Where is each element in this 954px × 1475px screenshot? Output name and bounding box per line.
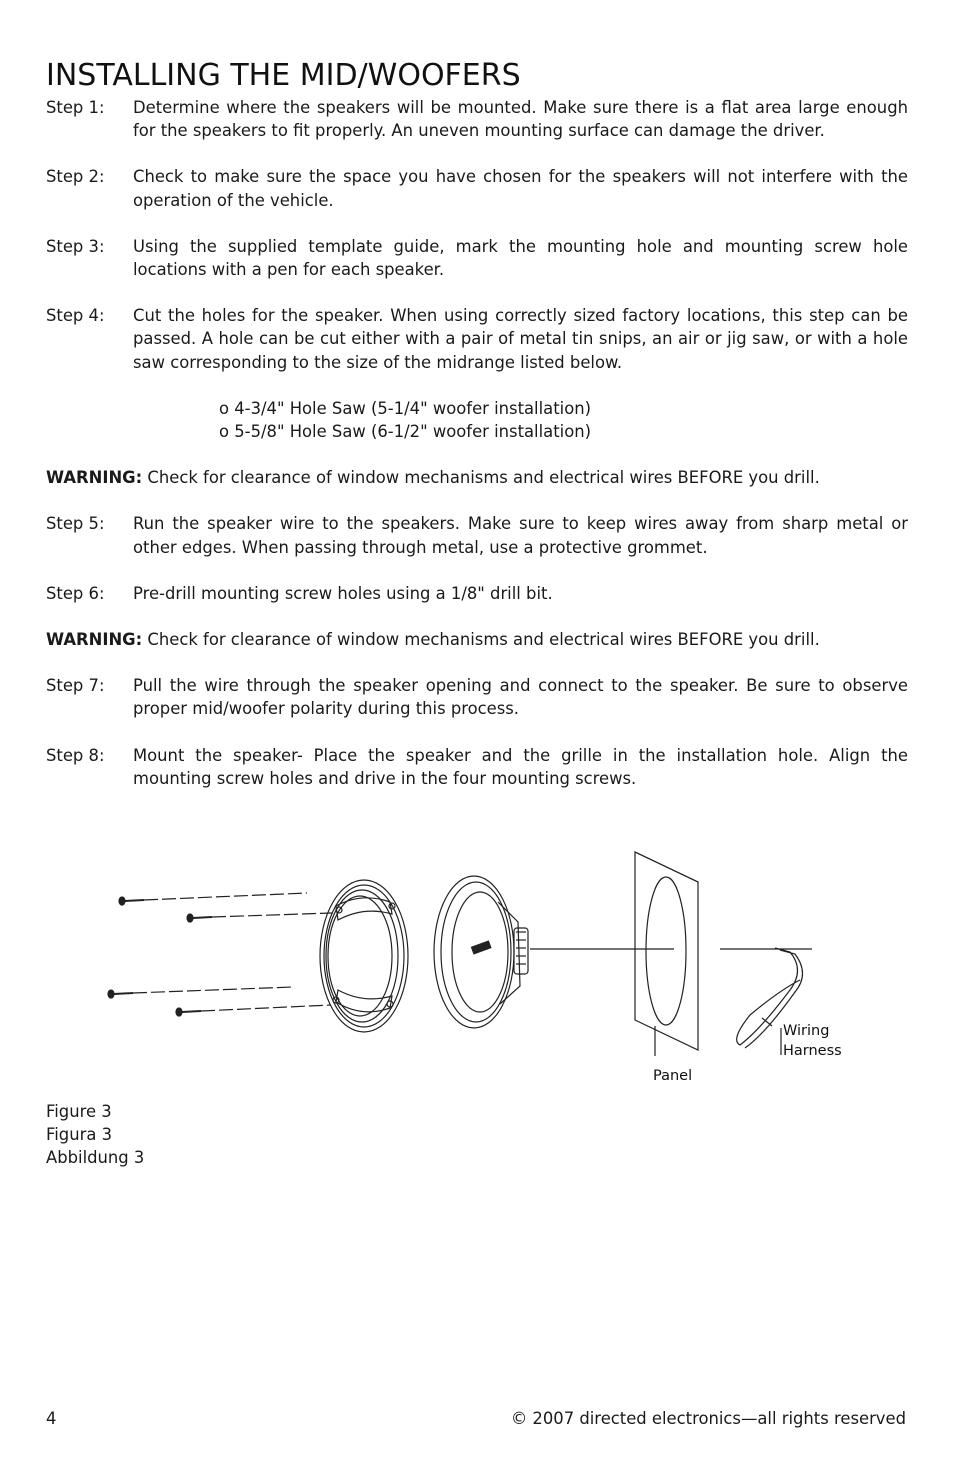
screw-icon	[119, 893, 307, 905]
copyright-notice: © 2007 directed electronics—all rights reserved	[510, 1409, 906, 1428]
step-text: Using the supplied template guide, mark the mounting hole and mounting screw hole locations with a pen for each speaker.	[133, 236, 908, 280]
exploded-view-drawing	[100, 840, 860, 1100]
speaker-drawing	[434, 876, 528, 1028]
step-6	[46, 582, 908, 605]
warning-2	[46, 628, 908, 651]
step-4	[46, 304, 908, 374]
screw-icon	[187, 913, 332, 922]
step-text: Mount the speaker- Place the speaker and the grille in the installation hole. Align the mounting screw holes and drive in the four mounting screws.	[133, 745, 908, 788]
warning-text: Check for clearance of window mechanisms and electrical wires BEFORE you drill.	[142, 468, 820, 488]
step-label: Step 3:	[46, 236, 105, 256]
step-label: Step 8:	[46, 745, 105, 765]
list-item: o 5-5/8" Hole Saw (6-1/2" woofer installation)	[219, 422, 591, 442]
installation-diagram	[100, 840, 860, 1100]
step-label: Step 5:	[46, 514, 105, 534]
warning-text: Check for clearance of window mechanisms and electrical wires BEFORE you drill.	[142, 630, 820, 650]
list-item: o 4-3/4" Hole Saw (5-1/4" woofer installation)	[219, 398, 591, 418]
panel-label: Panel	[653, 1068, 693, 1084]
hole-saw-list	[219, 397, 908, 443]
step-label: Step 1:	[46, 98, 105, 117]
wiring-label: Wiring	[783, 1023, 830, 1039]
grille-drawing	[320, 880, 408, 1032]
harness-label: Harness	[783, 1043, 842, 1059]
step-text: Run the speaker wire to the speakers. Make sure to keep wires away from sharp metal or other edges. When passing through metal, use a protective grommet.	[133, 514, 908, 557]
step-8	[46, 744, 908, 790]
step-label: Step 2:	[46, 167, 105, 187]
warning-label: WARNING:	[46, 630, 143, 650]
step-text: Cut the holes for the speaker. When using correctly sized factory locations, this step can be passed. A hole can be cut either with a pair of metal tin snips, an air or jig saw, or with a hole saw corresponding to the size of the midrange listed below.	[133, 306, 908, 372]
caption-en: Figure 3	[46, 1102, 112, 1121]
instructions	[46, 96, 908, 813]
step-2	[46, 165, 908, 211]
page-title: INSTALLING THE MID/WOOFERS	[46, 58, 521, 94]
caption-de: Abbildung 3	[46, 1148, 145, 1167]
warning-1	[46, 466, 908, 489]
page-number: 4	[46, 1409, 57, 1428]
step-text: Check to make sure the space you have chosen for the speakers will not interfere with the operation of the vehicle.	[133, 167, 908, 210]
step-5	[46, 512, 908, 558]
step-label: Step 6:	[46, 583, 105, 603]
step-1	[46, 96, 908, 142]
step-text: Pre-drill mounting screw holes using a 1/8" drill bit.	[133, 583, 553, 603]
screw-icon	[108, 987, 293, 998]
step-3	[46, 235, 908, 281]
step-label: Step 4:	[46, 306, 105, 326]
warning-label: WARNING:	[46, 468, 143, 488]
caption-es: Figura 3	[46, 1125, 113, 1144]
step-text: Pull the wire through the speaker opening and connect to the speaker. Be sure to observe proper mid/woofer polarity during this process.	[133, 676, 908, 719]
figure-caption	[46, 1100, 144, 1169]
screw-icon	[176, 1005, 331, 1016]
step-label: Step 7:	[46, 676, 105, 696]
step-7	[46, 674, 908, 720]
panel-drawing	[635, 852, 698, 1056]
step-text: Determine where the speakers will be mounted. Make sure there is a flat area large enough for the speakers to fit properly. An uneven mounting surface can damage the driver.	[133, 98, 908, 141]
